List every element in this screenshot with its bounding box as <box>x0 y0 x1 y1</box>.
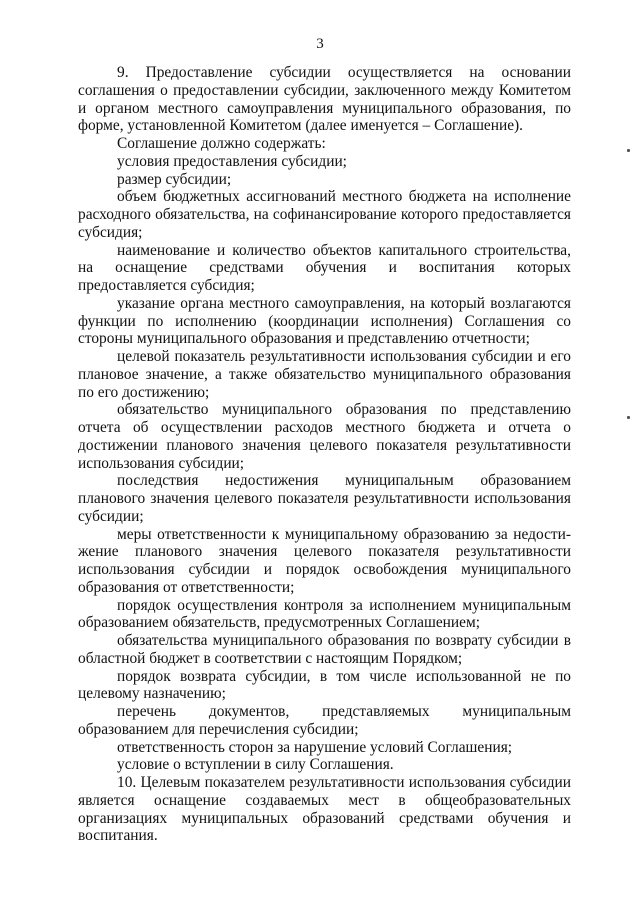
paragraph-budget-allocations: объем бюджетных ассигнований местного бюджета на исполнение расходного обязательства, на софинансирование которого предоставляется субсидия; <box>78 188 571 241</box>
paragraph-entry-into-force: условие о вступлении в силу Соглашения. <box>117 756 394 774</box>
paragraph-liability-measures: меры ответственности к муниципальному образованию за недостижение планового значения целевого показателя результативности использования субсидии и порядок освобождения муниципального образования от ответственности; <box>78 525 571 596</box>
paragraph-refund-obligation: обязательства муниципального образования по возврату субсидии в областной бюджет в соответствии с настоящим Порядком; <box>78 632 571 667</box>
paragraph-conditions: условия предоставления субсидии; <box>117 152 347 170</box>
paragraph-construction-objects: наименование и количество объектов капитального строительства, на оснащение средствами обучения и воспитания которых предоставляется субсидия; <box>78 241 571 294</box>
scan-artifact-dot <box>627 149 630 152</box>
paragraph-amount: размер субсидии; <box>117 170 232 188</box>
scan-artifact-dot <box>627 416 630 419</box>
paragraph-target-indicator: целевой показатель результативности использования субсидии и его плановое значение, а также обязательство муниципального образования по его достижению; <box>78 348 571 401</box>
paragraph-responsible-authority: указание органа местного самоуправления, на который возлагаются функции по исполнению (координации исполнения) Соглашения со стороны муниципального образования и представлению отчетности; <box>78 294 571 348</box>
paragraph-reporting-obligation: обязательство муниципального образования по представлению отчета об осуществлении расходов местного бюджета и отчета о достижении планового значения целевого показателя результативности использования субсидии; <box>78 401 571 472</box>
paragraph-agreement-contents-intro: Соглашение должно содержать: <box>117 135 326 152</box>
paragraph-result-indicator: 10. Целевым показателем результативности использования субсидии является оснащение создаваемых мест в общеобразовательных организациях муниципальных образований средствами обучения и воспитания. <box>78 774 571 845</box>
paragraph-refund-procedure: порядок возврата субсидии, в том числе использованной не по целевому назначению; <box>78 667 571 703</box>
paragraph-party-responsibility: ответственность сторон за нарушение условий Соглашения; <box>117 738 513 756</box>
paragraph-document-list: перечень документов, представляемых муниципальным образованием для перечисления субсидии; <box>78 703 571 738</box>
paragraph-consequences: последствия недостижения муниципальным образованием планового значения целевого показателя результативности использования субсидии; <box>78 472 571 525</box>
paragraph-control-procedure: порядок осуществления контроля за исполнением муниципальным образованием обязательств, предусмотренных Соглашением; <box>78 596 571 632</box>
paragraph-subsidy-agreement: 9. Предоставление субсидии осуществляется на основании соглашения о предоставлении субсидии, заключенного между Комитетом и органом местного самоуправления муниципального образования, по форме, установленной Комитетом (далее именуется – Соглашение). <box>78 64 571 135</box>
document-body <box>78 64 571 845</box>
page-number: 3 <box>316 36 324 52</box>
